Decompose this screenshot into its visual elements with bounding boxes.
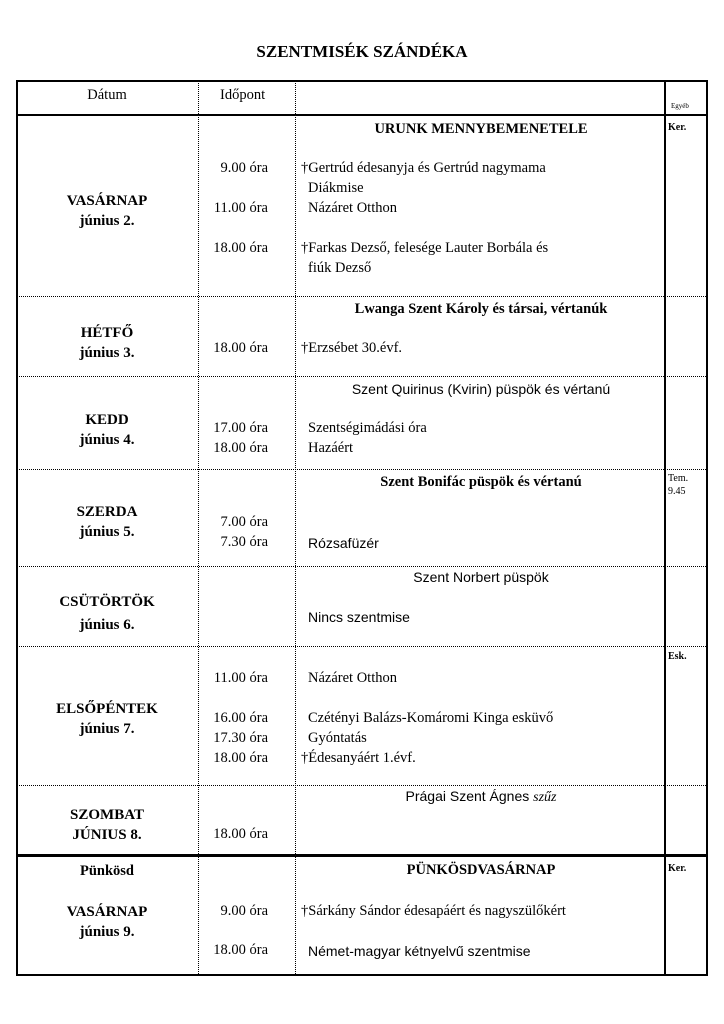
feast-title: Szent Norbert püspök [413,569,549,585]
feast-name: Prágai Szent Ágnes [405,788,530,804]
header-other: Egyéb [671,102,689,110]
header-time: Időpont [220,87,266,103]
feast-title: PÜNKÖSDVASÁRNAP [406,862,556,878]
day-name: HÉTFŐ [80,325,134,341]
mass-intention: Názáret Otthon [308,670,397,686]
table-right-border [706,80,708,976]
row-divider [16,566,708,567]
day-name: VASÁRNAP [66,193,148,209]
mass-time: 18.00 óra [213,942,268,958]
mass-time: 16.00 óra [213,710,268,726]
row-divider [16,646,708,647]
mass-intention: †Erzsébet 30.évf. [301,340,403,356]
mass-intention: †Sárkány Sándor édesapáért és nagyszülőkért [301,903,566,919]
day-date: június 6. [79,617,135,633]
mass-time: 7.00 óra [220,514,268,530]
mass-intention: Názáret Otthon [308,200,397,216]
day-name: SZERDA [76,504,138,520]
mass-intention: Czétényi Balázs-Komáromi Kinga esküvő [308,710,554,726]
row-divider [16,296,708,297]
other-note: Ker. [668,122,687,133]
other-note: Esk. [668,651,687,662]
column-divider [664,80,666,976]
mass-intention: †Gertrúd édesanyja és Gertrúd nagymama [301,160,546,176]
day-date: június 9. [79,924,135,940]
mass-intention: Szentségimádási óra [308,420,427,436]
mass-time: 18.00 óra [213,826,268,842]
feast-note: szűz [533,790,557,805]
mass-intention: Diákmise [308,180,364,196]
mass-time: 18.00 óra [213,340,268,356]
mass-time: 11.00 óra [213,200,268,216]
row-divider [16,469,708,470]
mass-intention: Hazáért [308,440,354,456]
mass-time: 17.00 óra [213,420,268,436]
mass-intention: Rózsafüzér [308,535,379,551]
day-date: június 5. [79,524,135,540]
day-name: KEDD [85,412,129,428]
mass-time: 18.00 óra [213,440,268,456]
table-top-border [16,80,708,82]
mass-intention: fiúk Dezső [308,260,372,276]
column-divider [198,80,199,976]
other-note: Ker. [668,863,687,874]
other-note: Tem. [668,473,689,484]
feast-title [296,788,666,806]
mass-time: 18.00 óra [213,240,268,256]
column-divider [295,80,296,976]
mass-intention: Német-magyar kétnyelvű szentmise [308,943,531,959]
mass-time: 7.30 óra [220,534,268,550]
feast-title: Szent Bonifác püspök és vértanú [380,474,582,490]
page-title: SZENTMISÉK SZÁNDÉKA [256,42,468,61]
other-note: 9.45 [668,486,686,497]
feast-title: URUNK MENNYBEMENETELE [374,121,588,137]
day-date: június 2. [79,213,135,229]
row-divider [16,376,708,377]
feast-title: Szent Quirinus (Kvirin) püspök és vértanú [351,381,611,397]
table-bottom-border [16,974,708,976]
mass-time: 17.30 óra [213,730,268,746]
day-date: június 4. [79,432,135,448]
mass-time: 9.00 óra [220,903,268,919]
day-name: SZOMBAT [70,807,144,823]
day-date: június 3. [79,345,135,361]
day-date: JÚNIUS 8. [72,827,142,843]
row-divider [16,785,708,786]
header-date: Dátum [87,87,127,103]
schedule-table [16,80,708,976]
mass-intention: †Farkas Dezső, felesége Lauter Borbála és [301,240,549,256]
mass-intention: Gyóntatás [308,730,367,746]
feast-title: Lwanga Szent Károly és társai, vértanúk [354,301,608,317]
day-name: CSÜTÖRTÖK [59,594,155,610]
mass-time: 18.00 óra [213,750,268,766]
header-bottom-border [16,114,708,116]
mass-intention: †Édesanyáért 1.évf. [301,750,416,766]
day-prefix: Pünkösd [79,863,134,879]
day-name: VASÁRNAP [66,904,148,920]
mass-time: 9.00 óra [220,160,268,176]
mass-time: 11.00 óra [213,670,268,686]
day-name: ELSŐPÉNTEK [56,701,158,717]
week-divider [16,854,708,857]
day-date: június 7. [79,721,135,737]
mass-intention: Nincs szentmise [308,609,410,625]
